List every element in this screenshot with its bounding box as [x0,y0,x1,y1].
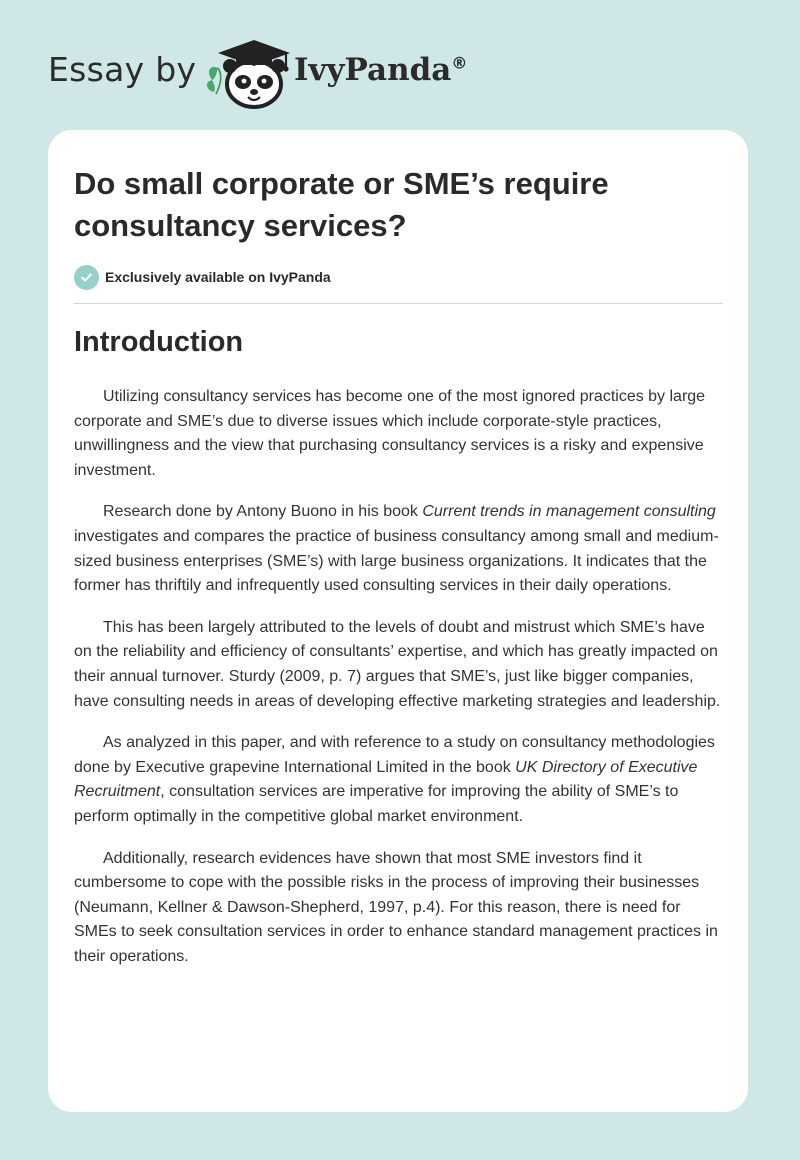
exclusive-badge [74,264,331,290]
paragraph-text: , consultation services are imperative for improving the ability of SME’s to perform optimally in the competitive global market environment. [74,783,679,825]
ivypanda-brand[interactable]: IvyPanda® [294,52,468,88]
paragraph [74,731,726,829]
paragraph-text: Additionally, research evidences have shown that most SME investors find it cumbersome to cope with the possible risks in the process of improving their businesses (Neumann, Kellner & Dawson-Shepherd, 1997, p.4). For this reason, there is need for SMEs to seek consultation services in order to enhance standard management practices in their operations. [74,849,718,965]
paragraph [74,847,726,970]
essay-card [48,130,748,1112]
section-heading: Introduction [74,326,244,358]
exclusive-badge-text: Exclusively available on IvyPanda [105,269,331,285]
divider [74,303,723,304]
check-circle-icon [74,265,99,290]
paragraph [74,500,726,598]
panda-graduation-cap-icon[interactable] [202,34,298,110]
paragraph-text: This has been largely attributed to the levels of doubt and mistrust which SME’s have on the reliability and efficiency of consultants’ expertise, and which has greatly impacted on their annual turnover. Sturdy (2009, p. 7) argues that SME’s, just like bigger companies, have consulting needs in areas of developing effective marketing strategies and leadership. [74,618,721,710]
paragraph [74,616,726,714]
paragraph-text: investigates and compares the practice of business consultancy among small and medium-sized business enterprises (SME’s) with large business organizations. It indicates that the former has thriftily and infrequently used consulting services in their daily operations. [74,527,719,595]
book-title: Current trends in management consulting [422,503,716,521]
book-title: UK Directory of Executive Recruitment [74,758,698,801]
paragraph-text: As analyzed in this paper, and with reference to a study on consultancy methodologies done by Executive grapevine International Limited in the book [74,734,715,776]
paragraph-text: Utilizing consultancy services has become one of the most ignored practices by large corporate and SME’s due to diverse issues which include corporate-style practices, unwillingness and the view that purchasing consultancy services is a risky and expensive investment. [74,388,706,479]
essay-by-label: Essay by [48,50,197,89]
site-header [48,34,488,110]
essay-body [74,385,726,986]
essay-title: Do small corporate or SME’s require consultancy services? [74,166,609,243]
paragraph-text: Research done by Antony Buono in his book [103,503,423,521]
paragraph [74,385,726,483]
